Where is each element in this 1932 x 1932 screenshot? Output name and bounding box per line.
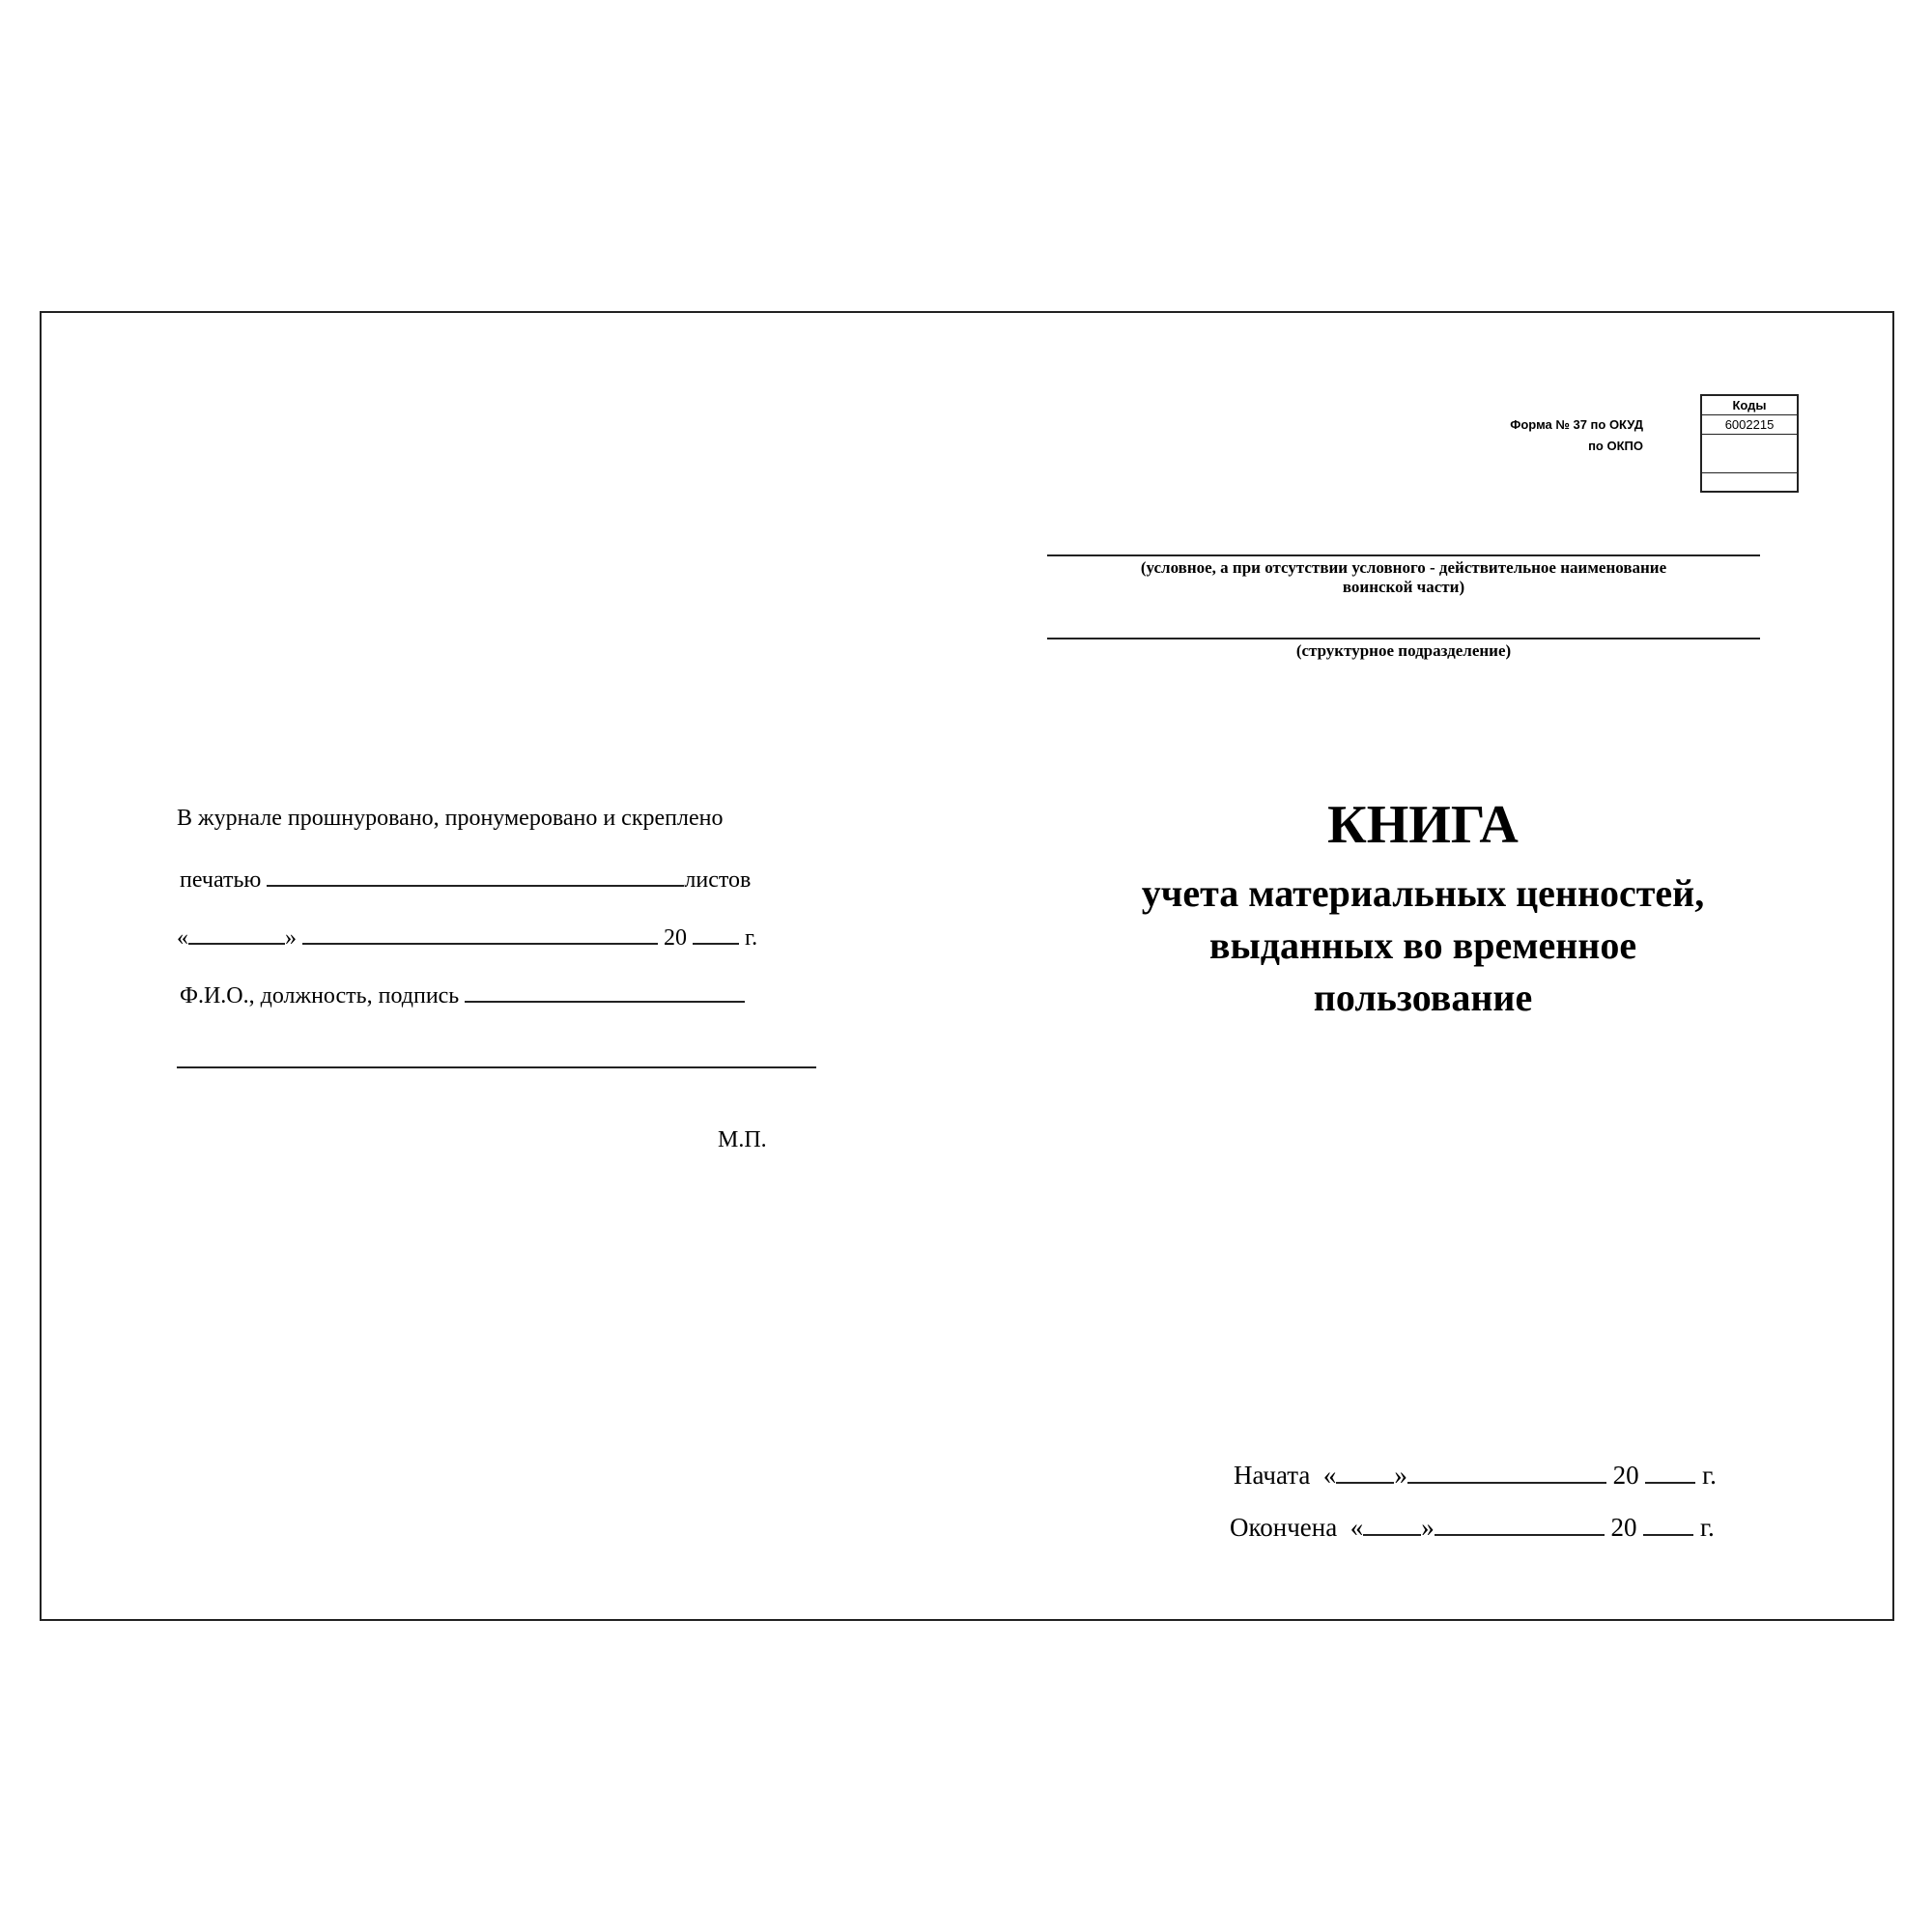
quote-open: « <box>177 925 188 951</box>
started-year-field[interactable] <box>1645 1461 1695 1484</box>
unit-name-field[interactable] <box>1047 554 1760 556</box>
binding-date-row <box>177 922 757 952</box>
quote-close: » <box>285 925 297 951</box>
signature-extra-line[interactable] <box>177 1066 816 1068</box>
ended-date-row <box>1230 1513 1715 1543</box>
subdivision-field[interactable] <box>1047 638 1760 639</box>
codes-empty-cell[interactable] <box>1702 473 1797 491</box>
codes-title: Коды <box>1702 396 1797 415</box>
year-suffix: г. <box>1702 1461 1717 1490</box>
unit-name-caption-line2: воинской части) <box>1342 578 1465 596</box>
year-prefix: 20 <box>664 925 687 951</box>
book-subtitle-line3: пользование <box>1313 976 1533 1019</box>
signature-row <box>180 980 745 1009</box>
ended-year-field[interactable] <box>1643 1513 1693 1536</box>
sheets-count-field[interactable] <box>267 864 684 887</box>
started-date-row <box>1234 1461 1717 1491</box>
quote-open: « <box>1322 1461 1337 1490</box>
subdivision-caption: (структурное подразделение) <box>1295 641 1512 660</box>
quote-close: » <box>1421 1513 1435 1542</box>
codes-table <box>1700 394 1799 493</box>
signature-label: Ф.И.О., должность, подпись <box>180 983 460 1009</box>
started-label: Начата <box>1234 1461 1311 1490</box>
binding-sheets-row <box>180 864 751 894</box>
binding-month-field[interactable] <box>302 922 658 945</box>
started-month-field[interactable] <box>1407 1461 1606 1484</box>
unit-name-caption <box>1037 558 1771 597</box>
book-subtitle-line2: выданных во временное <box>1208 923 1637 967</box>
year-prefix: 20 <box>1610 1513 1637 1542</box>
okud-form-label: Форма № 37 по ОКУД <box>1510 417 1643 432</box>
binding-day-field[interactable] <box>188 922 285 945</box>
quote-open: « <box>1350 1513 1364 1542</box>
seal-prefix: печатью <box>180 867 262 893</box>
unit-name-caption-line1: (условное, а при отсутствии условного - действительное наименование <box>1140 558 1667 577</box>
signature-field[interactable] <box>465 980 745 1003</box>
binding-note-line1: В журнале прошнуровано, пронумеровано и скреплено <box>177 806 724 831</box>
ended-day-field[interactable] <box>1363 1513 1421 1536</box>
book-title: КНИГА <box>1327 795 1519 855</box>
book-subtitle-line1: учета материальных ценностей, <box>1141 871 1705 915</box>
sheets-suffix: листов <box>684 867 752 893</box>
year-prefix: 20 <box>1612 1461 1639 1490</box>
okpo-label: по ОКПО <box>1588 439 1643 453</box>
quote-close: » <box>1394 1461 1407 1490</box>
year-suffix: г. <box>745 925 758 951</box>
ended-label: Окончена <box>1230 1513 1338 1542</box>
started-day-field[interactable] <box>1336 1461 1394 1484</box>
stamp-place-label: М.П. <box>718 1127 767 1152</box>
binding-year-field[interactable] <box>693 922 739 945</box>
form-sheet <box>40 311 1894 1621</box>
ended-month-field[interactable] <box>1435 1513 1605 1536</box>
okpo-code-cell[interactable] <box>1702 435 1797 473</box>
okud-code-cell[interactable]: 6002215 <box>1702 415 1797 435</box>
year-suffix: г. <box>1699 1513 1715 1542</box>
